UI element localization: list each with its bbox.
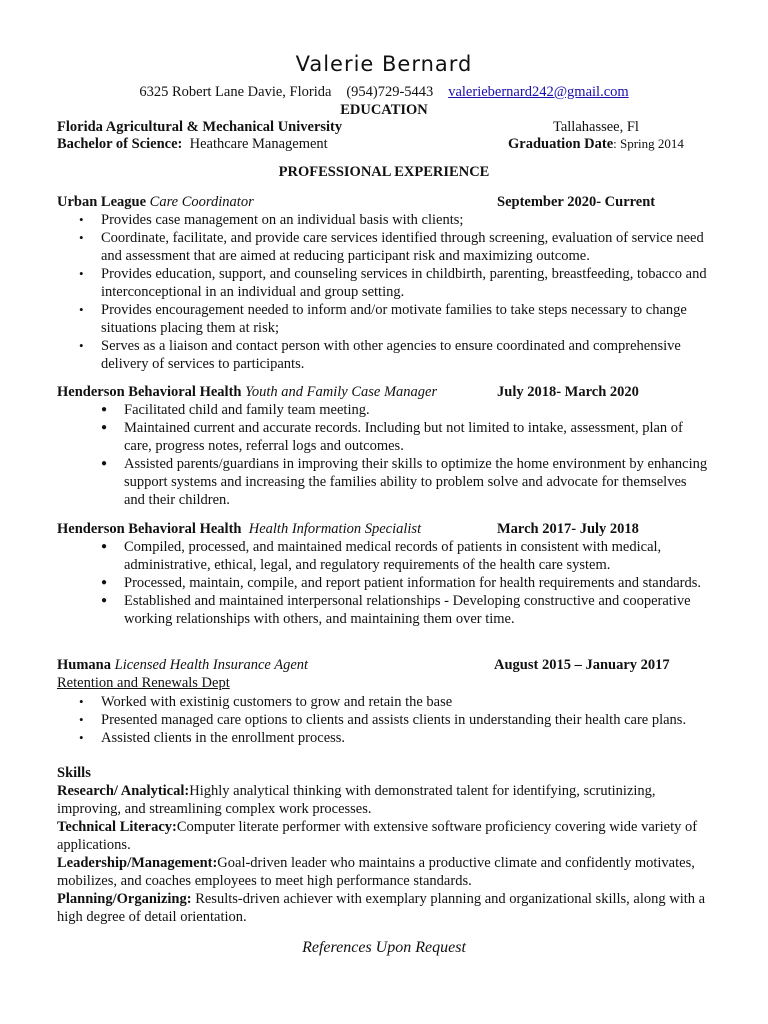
- contact-line: [0, 84, 768, 101]
- job-bullets: [124, 538, 709, 628]
- job-title-line: Humana Licensed Health Insurance Agent: [57, 657, 309, 673]
- list-item: • Provides education, support, and counseling services in childbirth, parenting, breastfeeding, tobacco and interconceptional in an individual and group setting.: [101, 265, 713, 301]
- school-name: Florida Agricultural & Mechanical University: [57, 119, 343, 135]
- department: Retention and Renewals Dept: [57, 675, 230, 691]
- list-item: ● Facilitated child and family team meeting.: [124, 401, 709, 419]
- job-dates: August 2015 – January 2017: [494, 657, 670, 673]
- list-item: • Assisted clients in the enrollment process.: [101, 729, 713, 747]
- job-title-line: Urban League Care Coordinator: [57, 194, 254, 210]
- skills-section: [57, 764, 717, 926]
- degree: Bachelor of Science: Heathcare Management: [57, 136, 328, 152]
- list-item: • Serves as a liaison and contact person with other agencies to ensure coordinated and comprehensive delivery of services to participants.: [101, 337, 713, 373]
- candidate-name: Valerie Bernard: [295, 52, 473, 76]
- education-heading: EDUCATION: [340, 102, 428, 118]
- skill-item: Leadership/Management:Goal-driven leader who maintains a productive climate and confidently motivates, mobilizes, and coaches employees to meet high performance standards.: [57, 855, 695, 889]
- skill-item: Planning/Organizing: Results-driven achiever with exemplary planning and organizational skills, along with a high degree of detail orientation.: [57, 891, 706, 925]
- job-bullets: [101, 211, 713, 373]
- skill-item: Technical Literacy:Computer literate performer with extensive software proficiency covering wide variety of applications.: [57, 819, 698, 853]
- list-item: ● Established and maintained interpersonal relationships - Developing constructive and cooperative working relationships with others, and maintaining them over time.: [124, 592, 709, 628]
- school-location: Tallahassee, Fl: [553, 119, 639, 135]
- list-item: • Presented managed care options to clients and assists clients in understanding their health care plans.: [101, 711, 713, 729]
- job-dates: July 2018- March 2020: [497, 384, 639, 400]
- email-link[interactable]: valeriebernard242@gmail.com: [448, 84, 629, 100]
- skills-heading: Skills: [57, 765, 91, 781]
- address: 6325 Robert Lane Davie, Florida  (954)729-5443 : [139, 84, 449, 100]
- job-bullets: [101, 693, 713, 747]
- job-dates: March 2017- July 2018: [497, 521, 639, 537]
- job-dates: September 2020- Current: [497, 194, 656, 210]
- list-item: • Provides case management on an individual basis with clients;: [101, 211, 713, 229]
- experience-heading: PROFESSIONAL EXPERIENCE: [278, 164, 490, 180]
- job-title-line: Henderson Behavioral Health Health Information Specialist: [57, 521, 422, 537]
- references-line: References Upon Request: [302, 939, 466, 956]
- list-item: • Coordinate, facilitate, and provide care services identified through screening, evaluation of service need and assessment that are aimed at reducing participant risk and maximizing outcome.: [101, 229, 713, 265]
- list-item: ● Processed, maintain, compile, and report patient information for health requirements and standards.: [124, 574, 709, 592]
- skill-item: Research/ Analytical:Highly analytical thinking with demonstrated talent for identifying, scrutinizing, improving, and streamlining complex work processes.: [57, 783, 656, 817]
- job-title-line: Henderson Behavioral Health Youth and Family Case Manager: [57, 384, 438, 400]
- job-bullets: [124, 401, 709, 509]
- list-item: • Provides encouragement needed to inform and/or motivate families to take steps necessary to change situations placing them at risk;: [101, 301, 713, 337]
- list-item: ● Assisted parents/guardians in improving their skills to optimize the home environment by enhancing support systems and increasing the families ability to problem solve and advocate for themselves and their children.: [124, 455, 709, 509]
- list-item: ● Maintained current and accurate records. Including but not limited to intake, assessment, plan of care, progress notes, referral logs and outcomes.: [124, 419, 709, 455]
- list-item: ● Compiled, processed, and maintained medical records of patients in consistent with medical, administrative, ethical, legal, and regulatory requirements of the health care system.: [124, 538, 709, 574]
- list-item: • Worked with existinig customers to grow and retain the base: [101, 693, 713, 711]
- graduation-date: Graduation Date: Spring 2014: [508, 136, 684, 152]
